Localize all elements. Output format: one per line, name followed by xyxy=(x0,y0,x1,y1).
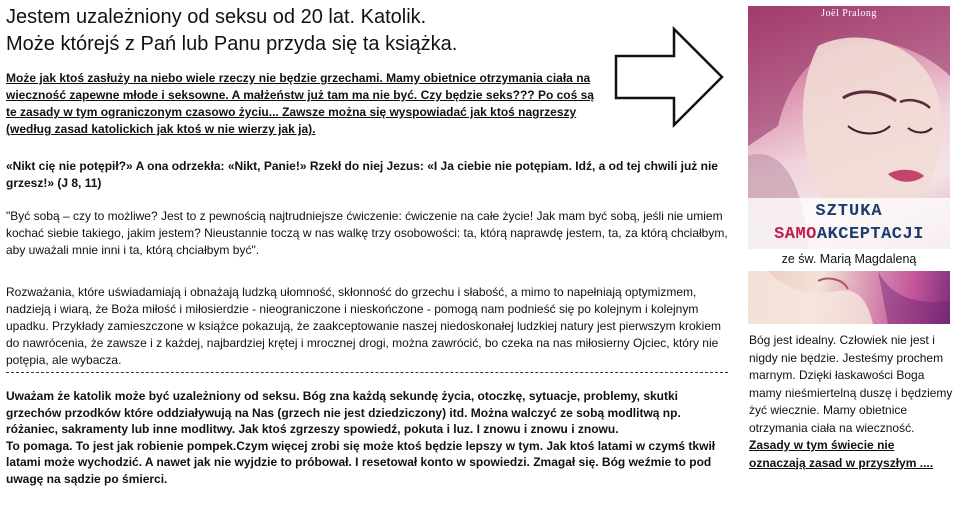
book-subtitle: ze św. Marią Magdaleną xyxy=(781,252,917,266)
book-author: Joël Pralong xyxy=(821,8,877,19)
book-description-quote: "Być sobą – czy to możliwe? Jest to z pewnością najtrudniejsze ćwiczenie: ćwiczenie na całe życie! Jak mam być sobą, jeśli nie umiem kochać siebie takiego, jakim jestem? Nieustannie toczą w nas walkę trzy osobowości: ta, którą naprawdę jestem, ta, za którą chciałbym, aby uważali mnie inni i ta, którą chciałbym być". xyxy=(6,209,728,257)
side-note-text: Bóg jest idealny. Człowiek nie jest i nigdy nie będzie. Jesteśmy prochem marnym. Dzięki łaskawości Boga mamy nieśmiertelną duszę i będziemy żyć wiecznie. Mamy obietnice otrzymania ciała na wieczność. xyxy=(749,333,953,435)
book-title-rest: AKCEPTACJI xyxy=(816,225,924,244)
closing-paragraph xyxy=(6,388,731,487)
side-note xyxy=(749,332,954,472)
book-cover xyxy=(748,6,950,249)
side-note-emphasis: Zasady w tym świecie nie oznaczają zasad w przyszłym .... xyxy=(749,438,934,470)
book-title-line-1: SZTUKA xyxy=(815,202,883,221)
cover-lower-illustration xyxy=(748,271,950,324)
book-title-line-2 xyxy=(748,225,950,244)
divider xyxy=(6,372,728,383)
book-description: Rozważania, które uświadamiają i obnażają ludzką ułomność, skłonność do grzechu i słabość, a mimo to napełniają optymizmem, nadzieją i wiarą, że Boża miłość i miłosierdzie - nieograniczone i nieskończone - pomogą nam podnieść się po kolejnym i kolejnym upadku. Przykłady zamieszczone w książce pokazują, że zaakceptowanie naszej niedoskonałej ludzkiej natury jest pierwszym krokiem do nawrócenia, że zawsze i z każdej, najbardziej krętej i mrocznej drogi, można zawrócić, bo czeka na nas miłosierny Ojciec, który nie potępia, ale wybacza. xyxy=(6,285,722,367)
closing-part-2: To pomaga. To jest jak robienie pompek.Czym więcej zrobi się może ktoś będzie lepszy w tym. Jak ktoś latami w czymś tkwił latami może wychodzić. A nawet jak nie wyjdzie to próbował. I resetował konto w spowiedzi. Zmagał się. Bóg weźmie to pod uwagę na sądzie po śmierci. xyxy=(6,438,716,486)
page-title xyxy=(6,4,606,58)
title-line-2: Może którejś z Pań lub Panu przyda się ta książka. xyxy=(6,33,458,55)
bible-quote: «Nikt cię nie potępił?» A ona odrzekła: «Nikt, Panie!» Rzekł do niej Jezus: «I Ja ciebie nie potępiam. Idź, a od tej chwili już nie grzesz!» (J 8, 11) xyxy=(6,159,718,190)
closing-part-1: Uważam że katolik może być uzależniony od seksu. Bóg zna każdą sekundę życia, otoczkę, sytuacje, problemy, skutki grzechów przodków które oddziaływują na Nas (grzech nie jest dziedziczony) itd. Można walczyć ze sobą modlitwą np. różaniec, sakramenty lub inne modlitwy. Jak ktoś zgrzeszy spowiedź, pokuta i luz. I znowu i znowu i znowu. xyxy=(6,389,681,436)
intro-paragraph: Może jak ktoś zasłuży na niebo wiele rzeczy nie będzie grzechami. Mamy obietnice otrzymania ciała na wieczność zapewne młode i seksowne. A małżeństw już tam ma nie być. Czy będzie seks??? Po coś są te zasady w tym ograniczonym czasowo życiu... Zawsze można się wyspowiadać jak ktoś nagrzeszy (według zasad katolickich jak ktoś w nie wierzy jak ja). xyxy=(6,71,594,136)
title-line-1: Jestem uzależniony od seksu od 20 lat. Katolik. xyxy=(6,6,427,28)
cover-lower-art xyxy=(748,271,950,324)
right-arrow-icon xyxy=(612,26,726,128)
book-title-highlight: SAMO xyxy=(774,225,817,244)
